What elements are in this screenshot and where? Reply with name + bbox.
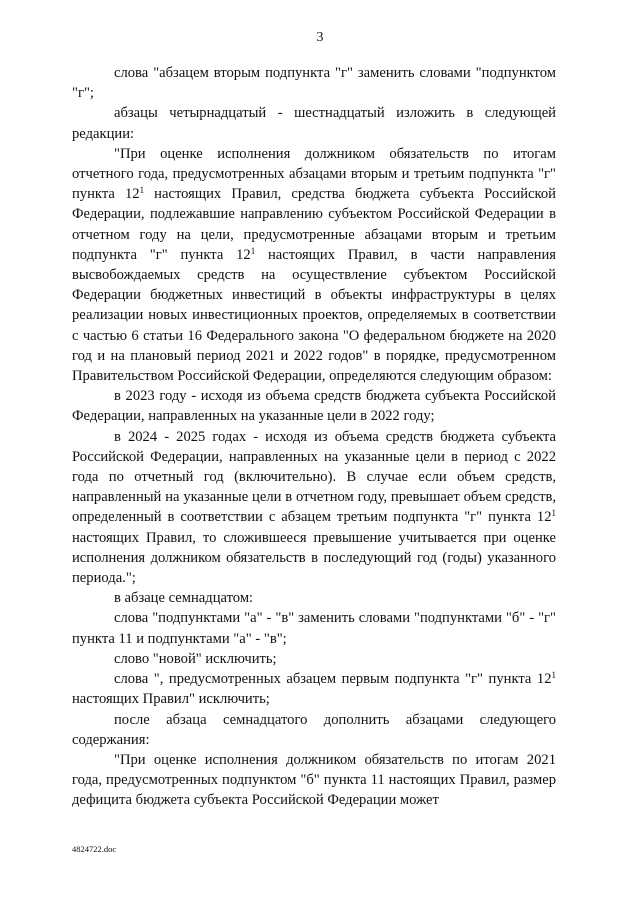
paragraph-text: "При оценке исполнения должником обязательств по итогам 2021 года, предусмотренных подпунктом "б" пункта 11 настоящих Правил, размер дефицита бюджета субъекта Российской Федерации может (72, 751, 556, 809)
paragraph-text: слова ", предусмотренных абзацем первым подпункта "г" пункта 12 (114, 671, 552, 688)
paragraph-text: "При оценке исполнения должником обязательств по итогам отчетного года, предусмотренных абзацами вторым и третьим подпункта "г" пункта 12 (72, 145, 556, 203)
paragraph-text: в абзаце семнадцатом: (114, 590, 254, 607)
paragraph-text: настоящих Правил, в части направления высвобождаемых средств на осуществление субъектом Российской Федерации бюджетных инвестиций в объекты инфраструктуры в целях реализации новых инвестиционных проектов, определяемых в соответствии с частью 6 статьи 16 Федерального закона "О федеральном бюджете на 2020 год и на плановый период 2021 и 2022 годов" в порядке, предусмотренном Правительством Российской Федерации, определяются следующим образом: (72, 246, 557, 385)
paragraph-text: в 2023 году - исходя из объема средств бюджета субъекта Российской Федерации, направленных на указанные цели в 2022 году; (72, 388, 556, 425)
footer-file-code: 4824722.doc (72, 844, 117, 854)
paragraph-text: настоящих Правил, то сложившееся превышение учитывается при оценке исполнения должником обязательств в последующий год (годы) указанного периода."; (72, 529, 556, 587)
superscript: 1 (139, 185, 145, 196)
paragraph-text: слова "подпунктами "а" - "в" заменить словами "подпунктами "б" - "г" пункта 11 и подпунктами "а" - "в"; (72, 610, 556, 647)
paragraph (72, 710, 556, 750)
paragraph (72, 608, 556, 648)
paragraph (72, 63, 556, 103)
page-number: 3 (316, 30, 324, 45)
paragraph (72, 144, 556, 386)
paragraph (72, 427, 556, 589)
paragraph (72, 750, 556, 811)
paragraph-text: слова "абзацем вторым подпункта "г" заменить словами "подпунктом "г"; (72, 65, 556, 102)
paragraph-text: в 2024 - 2025 годах - исходя из объема средств бюджета субъекта Российской Федерации, направленных на указанные цели в период с 2022 года по отчетный год (включительно). В случае если объем средств, направленный на указанные цели в отчетном году, превышает объем средств, определенный в соответствии с абзацем третьим подпункта "г" пункта 12 (72, 428, 556, 526)
paragraph (72, 386, 556, 426)
superscript: 1 (551, 670, 556, 681)
paragraph-text: слово "новой" исключить; (114, 650, 277, 667)
paragraph-text: после абзаца семнадцатого дополнить абзацами следующего содержания: (72, 711, 556, 748)
paragraph (72, 649, 556, 669)
paragraph-text: настоящих Правил, средства бюджета субъекта Российской Федерации, подлежавшие направлению субъектом Российской Федерации в отчетном году на цели, предусмотренные абзацами вторым и третьим подпункта "г" пункта 12 (72, 186, 556, 263)
paragraph-text: абзацы четырнадцатый - шестнадцатый изложить в следующей редакции: (72, 105, 556, 142)
paragraph (72, 588, 556, 608)
document-body (72, 63, 556, 811)
superscript: 1 (250, 245, 256, 256)
superscript: 1 (551, 508, 556, 519)
paragraph (72, 669, 556, 709)
paragraph (72, 103, 556, 143)
paragraph-text: настоящих Правил" исключить; (72, 691, 270, 708)
